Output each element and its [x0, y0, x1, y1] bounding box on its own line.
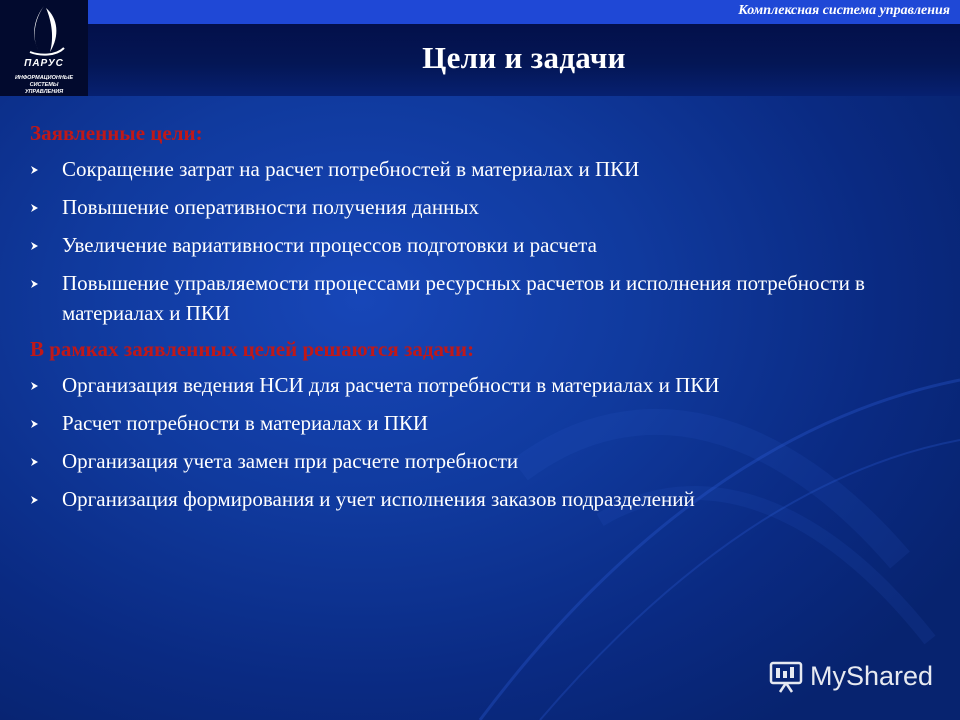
list-item — [30, 230, 940, 260]
presentation-board-icon — [768, 658, 804, 694]
list-item-text: Организация формирования и учет исполнения заказов подразделений — [62, 487, 695, 511]
parus-logo — [0, 0, 88, 96]
list-item — [30, 408, 940, 438]
page-title: Цели и задачи — [422, 40, 626, 75]
arrow-bullet-icon — [30, 457, 40, 467]
list-item — [30, 154, 940, 184]
logo-subtitle — [0, 75, 88, 96]
slide-content — [30, 120, 940, 522]
list-item-text: Повышение управляемости процессами ресурсных расчетов и исполнения потребности в материалах и ПКИ — [62, 271, 865, 325]
top-header-bar — [88, 0, 960, 25]
list-item-text: Увеличение вариативности процессов подготовки и расчета — [62, 233, 597, 257]
system-label: Комплексная система управления — [738, 3, 950, 18]
sail-logo-icon — [0, 0, 88, 60]
myshared-watermark — [768, 656, 933, 696]
list-item-text: Расчет потребности в материалах и ПКИ — [62, 411, 429, 435]
logo-subtitle-line: УПРАВЛЕНИЯ — [24, 89, 64, 95]
logo-subtitle-line: ИНФОРМАЦИОННЫЕ СИСТЕМЫ — [14, 75, 74, 88]
list-item — [30, 192, 940, 222]
arrow-bullet-icon — [30, 381, 40, 391]
logo-brand: ПАРУС — [24, 58, 64, 69]
list-item — [30, 268, 940, 328]
arrow-bullet-icon — [30, 419, 40, 429]
tasks-heading: В рамках заявленных целей решаются задачи: — [30, 337, 475, 361]
arrow-bullet-icon — [30, 165, 40, 175]
list-item — [30, 484, 940, 514]
arrow-bullet-icon — [30, 203, 40, 213]
goals-heading: Заявленные цели: — [30, 121, 203, 145]
list-item-text: Повышение оперативности получения данных — [62, 195, 479, 219]
tasks-list — [30, 370, 940, 514]
arrow-bullet-icon — [30, 495, 40, 505]
arrow-bullet-icon — [30, 241, 40, 251]
arrow-bullet-icon — [30, 279, 40, 289]
list-item-text: Организация ведения НСИ для расчета потребности в материалах и ПКИ — [62, 373, 720, 397]
list-item — [30, 446, 940, 476]
list-item-text: Организация учета замен при расчете потребности — [62, 449, 519, 473]
watermark-text: MyShared — [810, 660, 934, 691]
list-item-text: Сокращение затрат на расчет потребностей в материалах и ПКИ — [62, 157, 640, 181]
list-item — [30, 370, 940, 400]
goals-list — [30, 154, 940, 328]
